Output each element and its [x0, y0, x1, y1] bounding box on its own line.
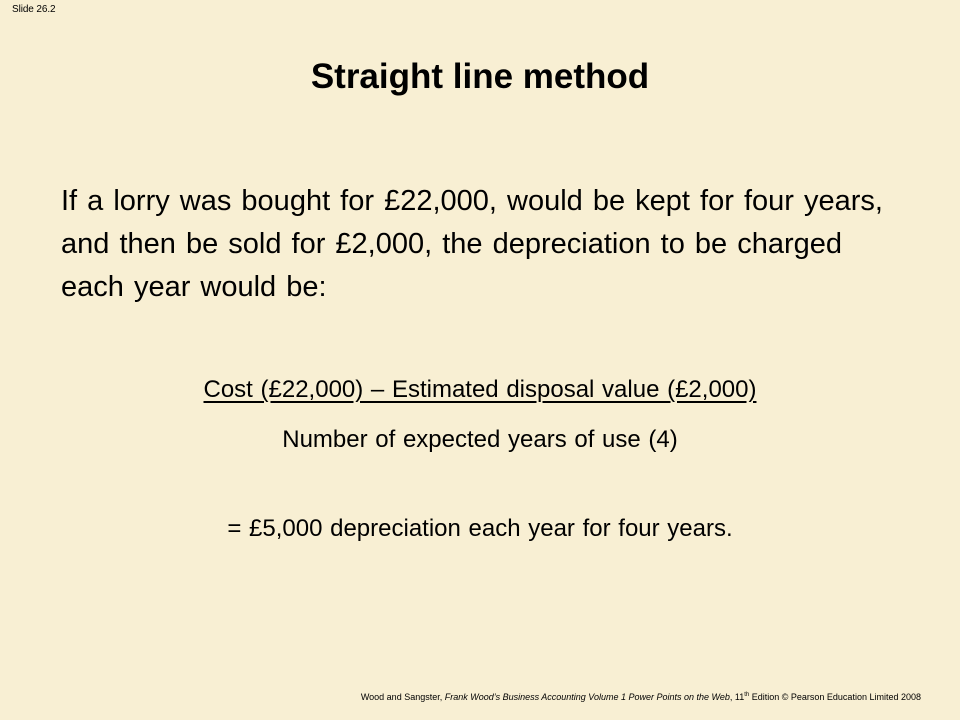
footer-edition-rest: Edition © Pearson Education Limited 2008	[749, 692, 921, 702]
formula-denominator: Number of expected years of use (4)	[282, 426, 678, 453]
result-text: = £5,000 depreciation each year for four years.	[227, 515, 733, 542]
footer-edition-prefix: , 11	[729, 692, 745, 702]
slide-title: Straight line method	[310, 57, 650, 96]
footer-edition-suffix: th	[744, 692, 750, 698]
slide-number: Slide 26.2	[12, 4, 56, 15]
footer-book-title: Frank Wood’s Business Accounting Volume 1 Power Points on the Web	[444, 692, 730, 702]
formula-numerator: Cost (£22,000) – Estimated disposal value (£2,000)	[203, 376, 757, 403]
copyright-footer	[361, 692, 921, 702]
footer-authors: Wood and Sangster,	[360, 692, 445, 702]
intro-text: If a lorry was bought for £22,000, would be kept for four years, and then be sold for £2,000, the depreciation to be charged each year would be:	[61, 185, 883, 303]
